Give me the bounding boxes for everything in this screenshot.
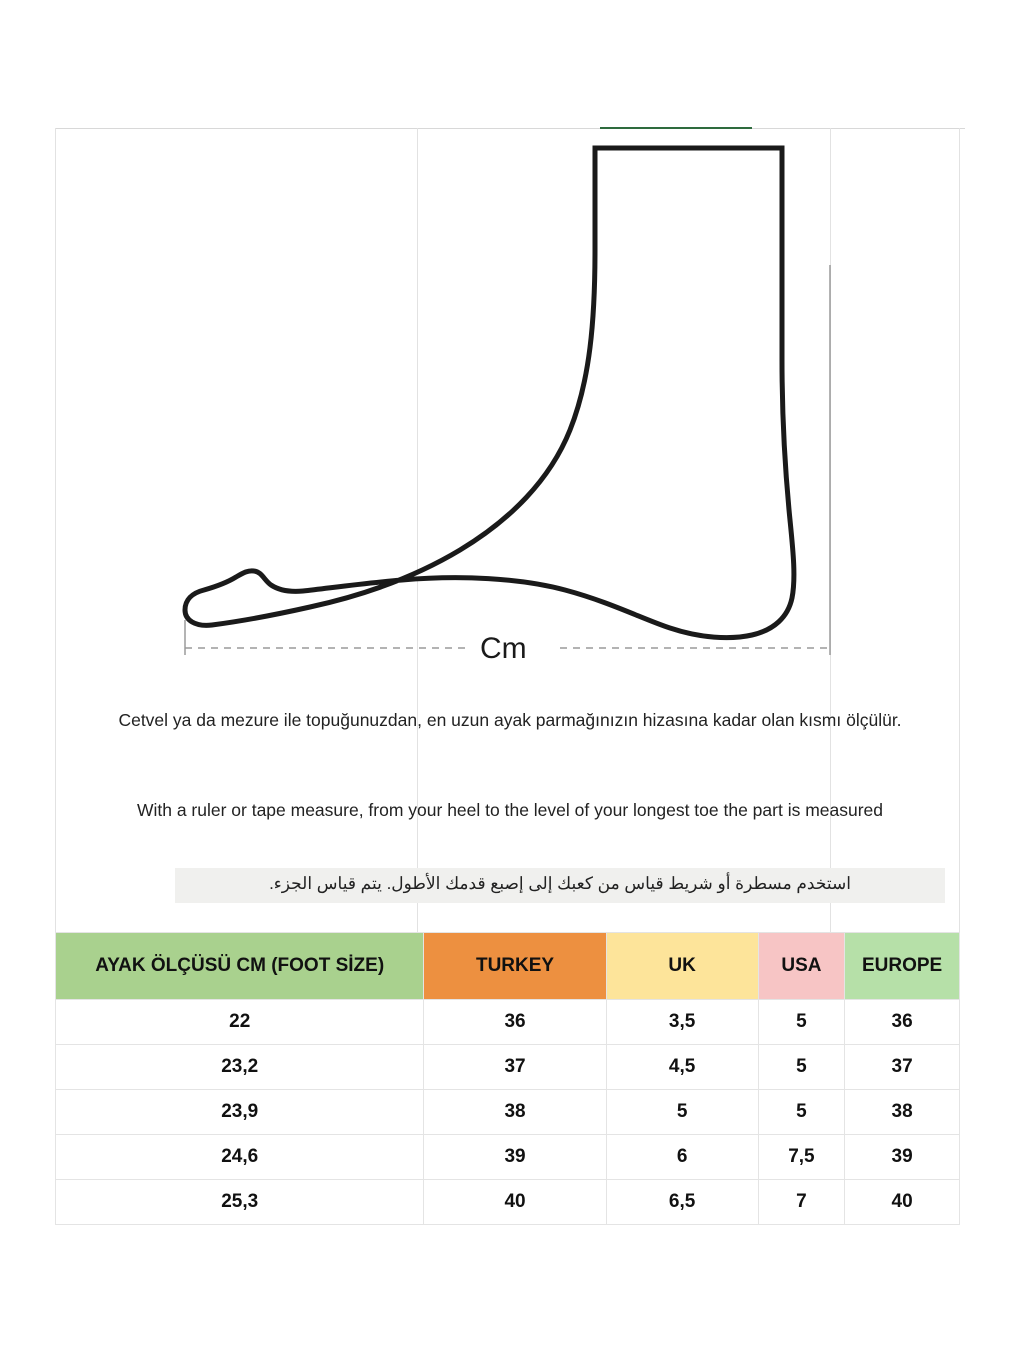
cell-europe: 39 <box>845 1135 960 1180</box>
cell-uk: 5 <box>606 1090 758 1135</box>
instruction-arabic: استخدم مسطرة أو شريط قياس من كعبك إلى إصبع قدمك الأطول. يتم قياس الجزء. <box>175 868 945 903</box>
table-row <box>56 1090 960 1135</box>
cell-uk: 4,5 <box>606 1045 758 1090</box>
table-row <box>56 1180 960 1225</box>
table-row <box>56 1045 960 1090</box>
cell-foot-size: 22 <box>56 1000 424 1045</box>
cell-uk: 6,5 <box>606 1180 758 1225</box>
table-header-row <box>56 933 960 1000</box>
cell-turkey: 39 <box>424 1135 606 1180</box>
cm-measure-label: Cm <box>470 632 537 666</box>
guide-line-horizontal <box>55 128 965 129</box>
instruction-turkish: Cetvel ya da mezure ile topuğunuzdan, en uzun ayak parmağınızın hizasına kadar olan kısmı ölçülür. <box>118 710 902 730</box>
size-conversion-table <box>55 932 960 1225</box>
cell-usa: 7 <box>758 1180 845 1225</box>
cell-europe: 40 <box>845 1180 960 1225</box>
cell-foot-size: 23,2 <box>56 1045 424 1090</box>
foot-outline-icon <box>140 130 880 675</box>
cell-foot-size: 25,3 <box>56 1180 424 1225</box>
column-header-foot-size: AYAK ÖLÇÜSÜ CM (FOOT SİZE) <box>56 933 424 1000</box>
cell-uk: 3,5 <box>606 1000 758 1045</box>
cell-usa: 7,5 <box>758 1135 845 1180</box>
cell-europe: 38 <box>845 1090 960 1135</box>
column-header-uk: UK <box>606 933 758 1000</box>
column-header-europe: EUROPE <box>845 933 960 1000</box>
cell-foot-size: 23,9 <box>56 1090 424 1135</box>
guide-line-green <box>600 127 752 129</box>
cell-usa: 5 <box>758 1045 845 1090</box>
column-header-usa: USA <box>758 933 845 1000</box>
cell-turkey: 38 <box>424 1090 606 1135</box>
column-header-turkey: TURKEY <box>424 933 606 1000</box>
cell-usa: 5 <box>758 1000 845 1045</box>
cell-turkey: 40 <box>424 1180 606 1225</box>
cell-europe: 36 <box>845 1000 960 1045</box>
table-row <box>56 1000 960 1045</box>
cell-turkey: 36 <box>424 1000 606 1045</box>
cell-europe: 37 <box>845 1045 960 1090</box>
cell-foot-size: 24,6 <box>56 1135 424 1180</box>
cell-usa: 5 <box>758 1090 845 1135</box>
foot-illustration <box>140 130 880 675</box>
cell-uk: 6 <box>606 1135 758 1180</box>
cell-turkey: 37 <box>424 1045 606 1090</box>
instruction-english: With a ruler or tape measure, from your heel to the level of your longest toe the part is measured <box>136 800 884 820</box>
table-row <box>56 1135 960 1180</box>
guide-line-vertical-left <box>55 128 56 934</box>
